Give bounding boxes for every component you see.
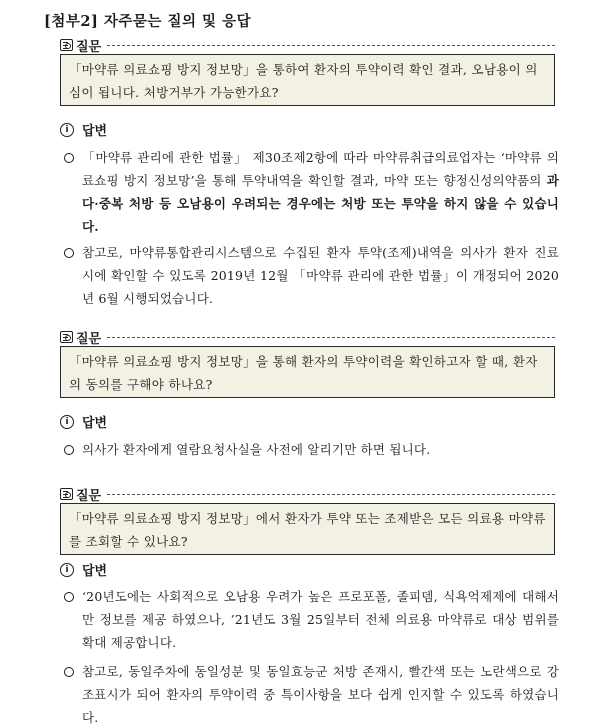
answer-header-3 xyxy=(60,560,107,579)
question-header xyxy=(60,485,555,503)
answer-header-2 xyxy=(60,412,107,431)
dashed-divider xyxy=(107,337,555,338)
info-icon: i xyxy=(60,563,74,577)
answer-text: 참고로, 동일주차에 동일성분 및 동일효능군 처방 존재시, 빨간색 또는 노란색으로 강조표시가 되어 환자의 투약이력 중 특이사항을 보다 쉽게 인지할 수 있도록 하였습니다. xyxy=(82,664,559,725)
answer-label: 답변 xyxy=(82,416,108,431)
question-header xyxy=(60,36,555,54)
circle-bullet-icon xyxy=(64,592,74,602)
info-icon: i xyxy=(60,123,74,137)
dashed-divider xyxy=(107,494,555,495)
document-title: [첨부2] 자주묻는 질의 및 응답 xyxy=(44,13,252,30)
dashed-divider xyxy=(107,45,555,46)
info-icon: i xyxy=(60,415,74,429)
circle-bullet-icon xyxy=(64,248,74,258)
circle-bullet-icon xyxy=(64,667,74,677)
answer-text: 의사가 환자에게 열람요청사실을 사전에 알리기만 하면 됩니다. xyxy=(82,442,431,457)
answer-label: 답변 xyxy=(82,124,108,139)
question-text: 「마약류 의료쇼핑 방지 정보망」에서 환자가 투약 또는 조제받은 모든 의료용 마약류를 조회할 수 있나요? xyxy=(60,503,555,555)
question-label: 질문 xyxy=(76,488,102,504)
question-label: 질문 xyxy=(76,39,102,55)
question-header xyxy=(60,328,555,346)
answer-bullet xyxy=(64,660,559,726)
question-block-2 xyxy=(60,328,555,398)
question-text: 「마약류 의료쇼핑 방지 정보망」을 통해 환자의 투약이력을 확인하고자 할 때, 환자의 동의를 구해야 하나요? xyxy=(60,346,555,398)
question-block-3 xyxy=(60,485,555,555)
answer-text: 참고로, 마약류통합관리시스템으로 수집된 환자 투약(조제)내역을 의사가 환자 진료 시에 확인할 수 있도록 2019년 12월 「마약류 관리에 관한 법률」이 개정되어 2020년 6월 시행되었습니다. xyxy=(82,245,559,306)
memo-icon xyxy=(60,488,73,500)
answer-bullet xyxy=(64,146,559,238)
answer-header-1 xyxy=(60,120,107,139)
answer-text: 「마약류 관리에 관한 법률」 제30조제2항에 따라 마약류취급의료업자는 ‘마약류 의료쇼핑 방지 정보망’을 통해 투약내역을 확인할 결과, 마약 또는 향정신성의약품의 과다·중복 처방 등 오남용이 우려되는 경우에는 처방 또는 투약을 하지 않을 수 있습니다. xyxy=(82,150,559,234)
circle-bullet-icon xyxy=(64,153,74,163)
memo-icon xyxy=(60,39,73,51)
circle-bullet-icon xyxy=(64,445,74,455)
question-label: 질문 xyxy=(76,331,102,347)
answer-bullet xyxy=(64,241,559,310)
memo-icon xyxy=(60,331,73,343)
answer-bullet xyxy=(64,585,559,654)
answer-label: 답변 xyxy=(82,564,108,579)
question-block-1 xyxy=(60,36,555,106)
answer-bullet xyxy=(64,438,559,461)
question-text: 「마약류 의료쇼핑 방지 정보망」을 통하여 환자의 투약이력 확인 결과, 오남용이 의심이 됩니다. 처방거부가 가능한가요? xyxy=(60,54,555,106)
answer-text: ‘20년도에는 사회적으로 오남용 우려가 높은 프로포폴, 졸피뎀, 식욕억제제에 대해서만 정보를 제공 하였으나, ’21년도 3월 25일부터 전체 의료용 마약류로 대상 범위를 확대 제공합니다. xyxy=(82,589,559,650)
